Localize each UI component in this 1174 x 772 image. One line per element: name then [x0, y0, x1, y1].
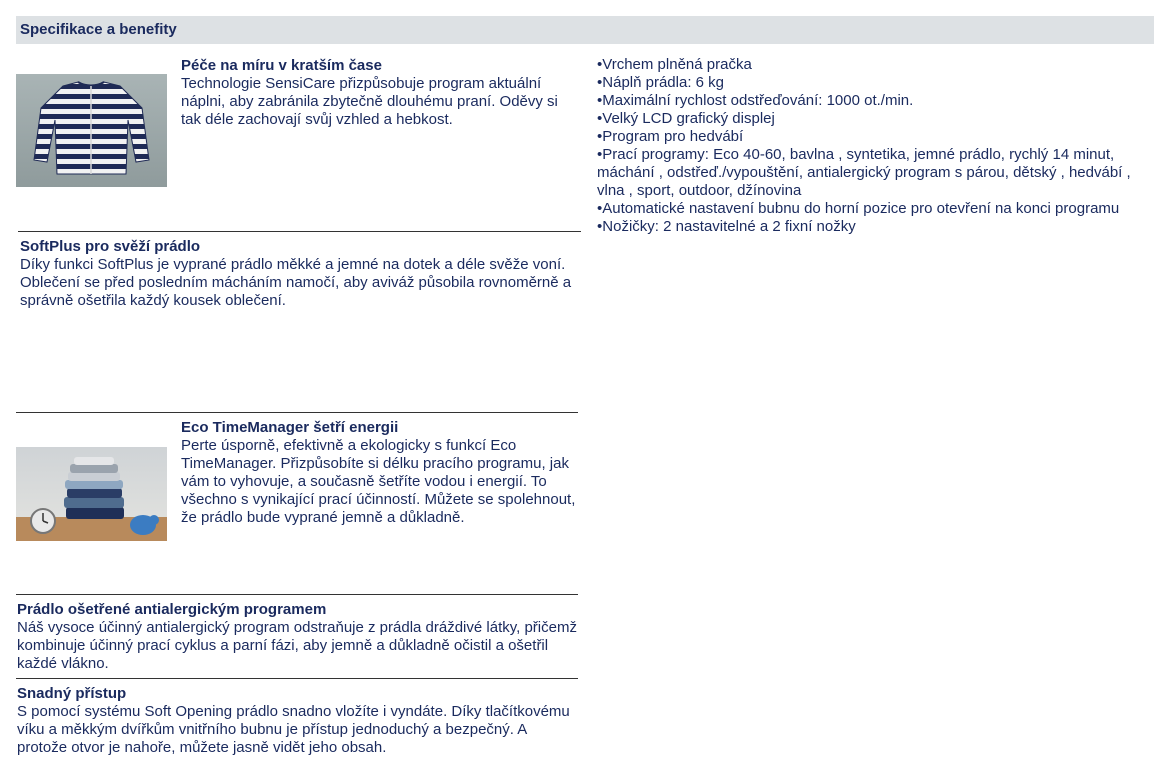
spec-item: • Automatické nastavení bubnu do horní pozice pro otevření na konci programu — [597, 200, 1157, 218]
feature-text: Perte úsporně, efektivně a ekologicky s funkcí Eco TimeManager. Přizpůsobíte si délku pracího programu, jak vám to vyhovuje, a současně šetříte vodou i energií. To všechno s vynikající prací účinností. Můžete se spolehnout, že prádlo bude vyprané jemně a důkladně. — [181, 437, 576, 526]
divider — [16, 412, 578, 413]
specs-list — [597, 56, 1157, 236]
spec-item: • Vrchem plněná pračka — [597, 56, 1157, 74]
spec-item: • Náplň prádla: 6 kg — [597, 74, 1157, 92]
feature-sensicare — [181, 57, 576, 129]
feature-softplus — [20, 238, 575, 310]
feature-eco-timemanager — [181, 419, 581, 527]
divider — [16, 678, 578, 679]
clothes-stack-image — [16, 447, 167, 541]
spec-item: • Maximální rychlost odstřeďování: 1000 ot./min. — [597, 92, 1157, 110]
spec-item: • Prací programy: Eco 40-60, bavlna , syntetika, jemné prádlo, rychlý 14 minut, máchání , odstřeď./vypouštění, antialergický program s párou, dětský , hedvábí , vlna , sport, outdoor, džínovina — [597, 146, 1157, 200]
feature-title: SoftPlus pro svěží prádlo — [20, 238, 201, 255]
feature-title: Eco TimeManager šetří energii — [181, 419, 399, 436]
spec-item: • Nožičky: 2 nastavitelné a 2 fixní nožky — [597, 218, 1157, 236]
section-title: Specifikace a benefity — [20, 21, 177, 38]
feature-text: S pomocí systému Soft Opening prádlo snadno vložíte i vyndáte. Díky tlačítkovému víku a měkkým dvířkům vnitřního bubnu je přístup jednoduchý a bezpečný. A protože otvor je nahoře, můžete jasně vidět jeho obsah. — [17, 703, 570, 756]
feature-antiallergy — [17, 601, 577, 673]
divider — [18, 231, 581, 232]
spec-item: • Velký LCD grafický displej — [597, 110, 1157, 128]
clothes-stack-clock-piggybank-photo — [16, 447, 167, 541]
feature-title: Prádlo ošetřené antialergickým programem — [17, 601, 327, 618]
feature-text: Náš vysoce účinný antialergický program odstraňuje z prádla dráždivé látky, přičemž kombinuje účinný prací cyklus a parní fázi, aby jemně a důkladně očistil a ošetřil každé vlákno. — [17, 619, 577, 672]
section-header — [16, 16, 1154, 44]
feature-text: Díky funkci SoftPlus je vyprané prádlo měkké a jemné na dotek a déle svěže voní. Oblečení se před posledním mácháním namočí, aby aviváž působila rovnoměrně a správně ošetřila každý kousek oblečení. — [20, 256, 572, 309]
feature-text: Technologie SensiCare přizpůsobuje program aktuální náplni, aby zabránila zbytečně dlouhému praní. Oděvy si tak déle zachovají svůj vzhled a hebkost. — [181, 75, 558, 128]
feature-easy-access — [17, 685, 577, 757]
spec-item: • Program pro hedvábí — [597, 128, 1157, 146]
feature-title: Snadný přístup — [17, 685, 127, 702]
feature-title: Péče na míru v kratším čase — [181, 57, 382, 74]
divider — [16, 594, 578, 595]
striped-sweater-image — [16, 74, 167, 187]
striped-sweater-photo — [16, 74, 167, 187]
